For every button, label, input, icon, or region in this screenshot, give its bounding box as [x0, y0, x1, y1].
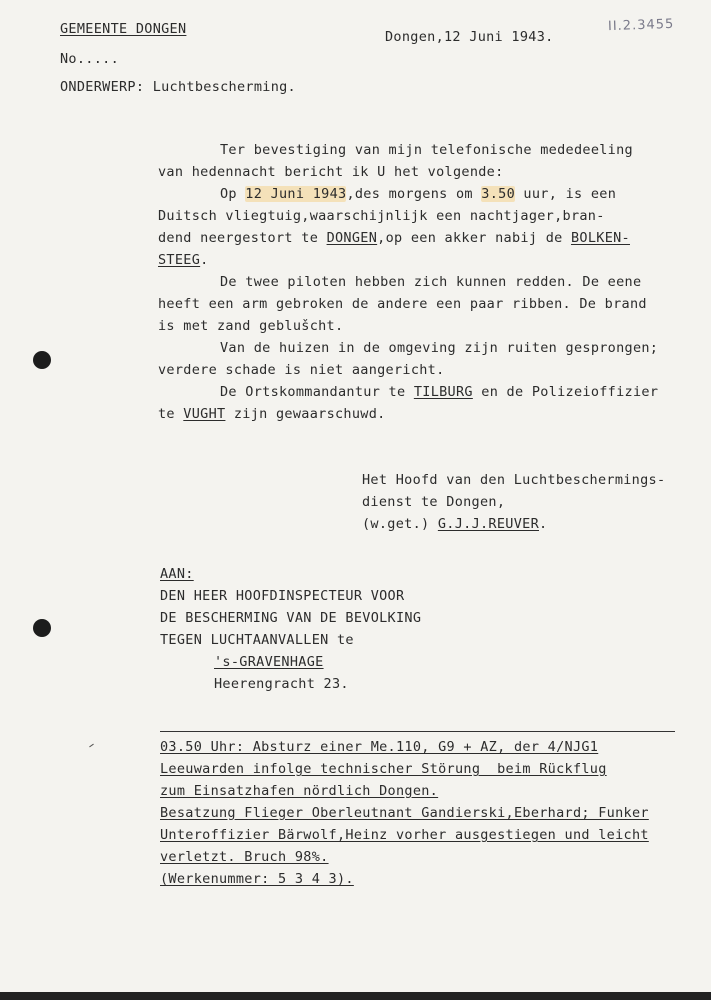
body-line: Ter bevestiging van mijn telefonische mededeeling: [220, 142, 633, 158]
highlighted-date: 12 Juni 1943: [245, 186, 347, 202]
highlighted-time: 3.50: [481, 186, 515, 202]
scan-edge: [0, 992, 711, 1000]
body-line: De twee piloten hebben zich kunnen redden. De eene: [220, 274, 642, 290]
note-line: (Werkenummer: 5 3 4 3).: [160, 871, 354, 887]
note-line: Unteroffizier Bärwolf,Heinz vorher ausgestiegen und leicht: [160, 827, 649, 843]
address-line: DE BESCHERMING VAN DE BEVOLKING: [160, 610, 422, 626]
body-line: te VUGHT zijn gewaarschuwd.: [158, 406, 386, 422]
note-line: Besatzung Flieger Oberleutnant Gandierski,Eberhard; Funker: [160, 805, 649, 821]
municipality-heading: GEMEENTE DONGEN: [60, 21, 187, 37]
signature-line: dienst te Dongen,: [362, 494, 506, 510]
body-line: De Ortskommandantur te TILBURG en de Polizeioffizier: [220, 384, 659, 400]
note-line: 03.50 Uhr: Absturz einer Me.110, G9 + AZ, der 4/NJG1: [160, 739, 599, 755]
address-line: DEN HEER HOOFDINSPECTEUR VOOR: [160, 588, 405, 604]
body-line: heeft een arm gebroken de andere een paar ribben. De brand: [158, 296, 647, 312]
place-dongen: DONGEN: [326, 230, 378, 246]
note-line: Leeuwarden infolge technischer Störung beim Rückflug: [160, 761, 607, 777]
signature-line: Het Hoofd van den Luchtbeschermings-: [362, 472, 666, 488]
pen-mark: [89, 744, 94, 748]
body-line: Duitsch vliegtuig,waarschijnlijk een nachtjager,bran-: [158, 208, 605, 224]
body-line: is met zand geblušcht.: [158, 318, 344, 334]
body-line: verdere schade is niet aangericht.: [158, 362, 445, 378]
separator-rule: [160, 731, 675, 732]
subject-line: ONDERWERP: Luchtbescherming.: [60, 79, 296, 95]
address-label: AAN:: [160, 566, 194, 582]
body-line: Op 12 Juni 1943,des morgens om 3.50 uur, is een: [220, 186, 617, 202]
signatory-name: G.J.J.REUVER: [437, 516, 539, 532]
body-line: STEEG.: [158, 252, 209, 268]
date-line: Dongen,12 Juni 1943.: [385, 29, 554, 45]
archive-number-handwritten: II.2.3455: [607, 16, 675, 35]
body-line: Van de huizen in de omgeving zijn ruiten gesprongen;: [220, 340, 659, 356]
street-bolkensteeg: BOLKEN-: [570, 230, 630, 246]
body-line: van hedennacht bericht ik U het volgende:: [158, 164, 504, 180]
punch-hole: [33, 351, 51, 369]
street-bolkensteeg-cont: STEEG: [158, 252, 201, 268]
place-vught: VUGHT: [183, 406, 226, 422]
reference-number: No.....: [60, 51, 119, 67]
punch-hole: [33, 619, 51, 637]
address-city: 's-GRAVENHAGE: [214, 654, 324, 670]
signature-line: (w.get.) G.J.J.REUVER.: [362, 516, 548, 532]
address-line: TEGEN LUCHTAANVALLEN te: [160, 632, 354, 648]
note-line: zum Einsatzhafen nördlich Dongen.: [160, 783, 439, 799]
note-line: verletzt. Bruch 98%.: [160, 849, 329, 865]
address-street: Heerengracht 23.: [214, 676, 349, 692]
place-tilburg: TILBURG: [413, 384, 473, 400]
body-line: dend neergestort te DONGEN,op een akker nabij de BOLKEN-: [158, 230, 630, 246]
